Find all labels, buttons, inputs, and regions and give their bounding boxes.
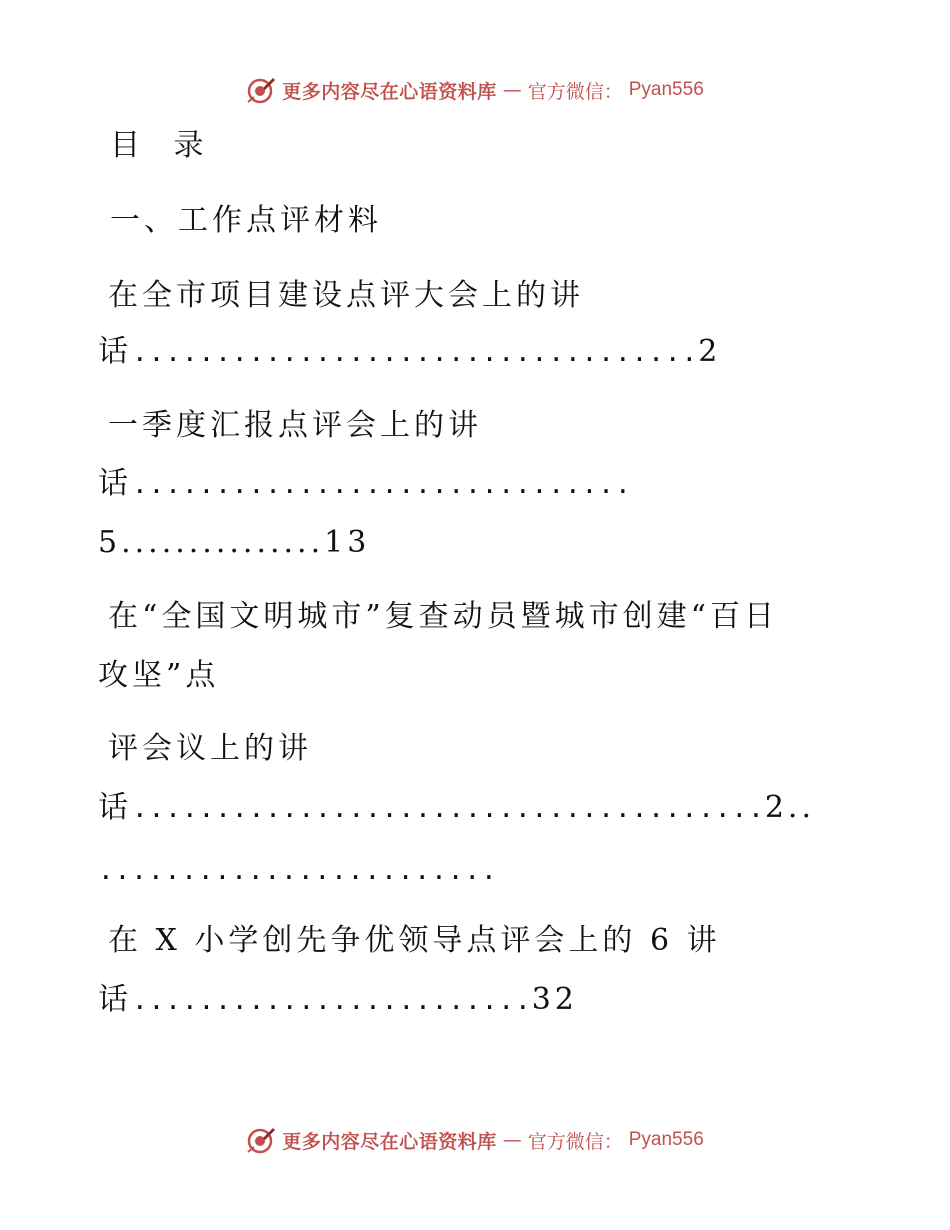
- footer-watermark: [0, 1120, 950, 1160]
- toc-entry-3-title-3[interactable]: 评会议上的讲: [108, 731, 312, 766]
- toc-entry-2-title[interactable]: 一季度汇报点评会上的讲: [108, 408, 482, 443]
- toc-entry-3-dots: ......................................: [132, 794, 765, 824]
- toc-entry-2-extra: 5...............13: [98, 525, 371, 560]
- toc-entry-4-page: 32: [531, 982, 578, 1017]
- toc-entry-3-leader[interactable]: [98, 790, 815, 827]
- toc-entry-1-title[interactable]: 在全市项目建设点评大会上的讲: [108, 278, 584, 313]
- toc-entry-3-title-2[interactable]: 攻坚”点: [98, 658, 220, 693]
- watermark-separator: —: [502, 1129, 522, 1151]
- toc-entry-3-extra: ........................: [98, 856, 498, 886]
- toc-section-heading: 一、工作点评材料: [110, 203, 382, 238]
- watermark-wechat-id: Pyan556: [628, 79, 704, 100]
- toc-entry-1-leader[interactable]: [98, 334, 721, 371]
- toc-title: 目 录: [110, 128, 216, 163]
- watermark-wechat-label: 官方微信：: [527, 1130, 623, 1153]
- header-watermark: [0, 70, 950, 110]
- toc-entry-4-leader[interactable]: [98, 982, 578, 1019]
- toc-entry-2-prefix: 话: [98, 466, 132, 501]
- toc-entry-4-prefix: 话: [98, 982, 132, 1017]
- toc-entry-3-prefix: 话: [98, 790, 132, 825]
- watermark-main-text: 更多内容尽在心语资料库: [282, 1130, 497, 1153]
- toc-entry-3-title[interactable]: 在“全国文明城市”复查动员暨城市创建“百日: [108, 599, 779, 634]
- toc-entry-3-page: 2..: [764, 790, 815, 825]
- toc-entry-1-dots: ..................................: [132, 338, 699, 368]
- toc-entry-4-title[interactable]: 在 X 小学创先争优领导点评会上的 6 讲: [108, 923, 721, 958]
- watermark-wechat-label: 官方微信：: [527, 80, 623, 103]
- toc-entry-1-prefix: 话: [98, 334, 132, 369]
- watermark-separator: —: [502, 79, 522, 101]
- watermark-wechat-id: Pyan556: [628, 1129, 704, 1150]
- watermark-main-text: 更多内容尽在心语资料库: [282, 80, 497, 103]
- toc-entry-1-page: 2: [698, 334, 722, 369]
- pen-logo-icon: [246, 1125, 276, 1155]
- toc-entry-4-dots: ........................: [132, 986, 532, 1016]
- pen-logo-icon: [246, 75, 276, 105]
- toc-entry-2-leader[interactable]: [98, 466, 632, 503]
- toc-entry-2-dots: ..............................: [132, 470, 632, 500]
